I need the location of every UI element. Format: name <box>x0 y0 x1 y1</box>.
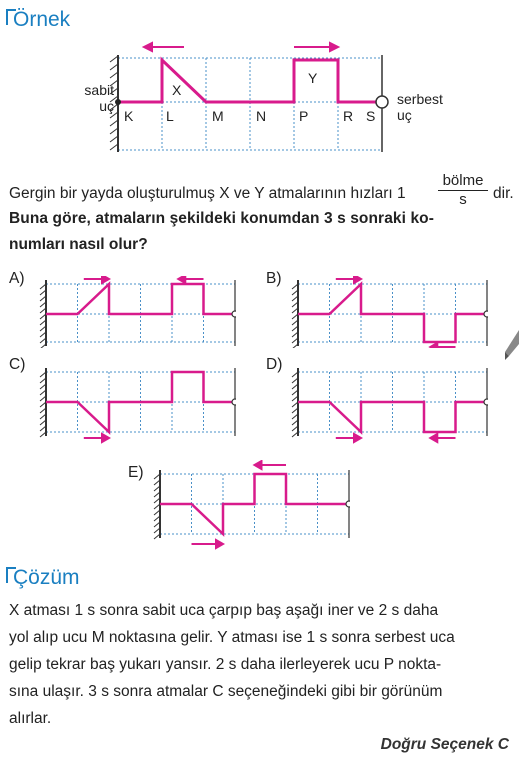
option-b-figure[interactable] <box>288 276 488 348</box>
question-line2: Buna göre, atmaların şekildeki konumdan 3 s sonraki ko- <box>9 210 434 227</box>
arrow-right-icon <box>294 43 338 51</box>
question-line3: numları nasıl olur? <box>9 236 148 253</box>
arrow-left-icon <box>430 434 455 442</box>
option-fixed-wall <box>40 368 46 437</box>
pulse-y-label: Y <box>308 70 318 86</box>
option-free-end-ring <box>484 311 488 317</box>
fixed-end-dot <box>115 99 121 105</box>
option-fixed-wall <box>292 280 298 348</box>
arrow-right-icon <box>336 276 361 283</box>
speed-fraction: bölme s <box>438 172 488 209</box>
option-fixed-wall <box>292 368 298 437</box>
example-heading: Örnek <box>13 8 71 31</box>
question-line1-suffix: dir. <box>493 185 514 202</box>
solution-line4: sına ulaşır. 3 s sonra atmalar C seçeneğindeki gibi bir görünüm <box>9 683 443 700</box>
option-e-figure[interactable] <box>150 460 350 550</box>
option-a-label[interactable]: A) <box>9 270 25 287</box>
solution-heading: Çözüm <box>13 566 80 589</box>
point-s: S <box>366 108 376 124</box>
point-r: R <box>343 108 354 124</box>
arrow-left-icon <box>430 343 455 348</box>
arrow-left-icon <box>255 461 287 469</box>
option-c-figure[interactable] <box>36 362 236 444</box>
option-free-end-ring <box>346 501 350 507</box>
question-line1: Gergin bir yayda oluşturulmuş X ve Y atmalarının hızları 1 <box>9 185 406 202</box>
arrow-right-icon <box>192 540 224 548</box>
point-l: L <box>166 108 174 124</box>
arrow-right-icon <box>336 434 361 442</box>
option-d-figure[interactable] <box>288 362 488 444</box>
pulse-x-label: X <box>172 82 182 98</box>
option-c-label[interactable]: C) <box>9 356 26 373</box>
point-k: K <box>124 108 134 124</box>
free-end-label: serbest uç <box>397 91 443 123</box>
option-free-end-ring <box>484 399 488 405</box>
option-fixed-wall <box>40 280 46 348</box>
point-n: N <box>256 108 267 124</box>
point-m: M <box>212 108 224 124</box>
option-rope <box>160 474 349 534</box>
arrow-left-icon <box>178 276 203 283</box>
fixed-end-label: sabit uç <box>84 82 114 114</box>
arrow-right-icon <box>84 276 109 283</box>
solution-line5: alırlar. <box>9 710 52 727</box>
solution-text <box>9 597 509 732</box>
free-end-ring <box>376 96 388 108</box>
option-d-label[interactable]: D) <box>266 356 283 373</box>
solution-line2: yol alıp ucu M noktasına gelir. Y atması ise 1 s sonra serbest uca <box>9 629 455 646</box>
option-a-figure[interactable] <box>36 276 236 348</box>
main-grid <box>118 58 382 150</box>
option-fixed-wall <box>154 470 160 539</box>
point-p: P <box>299 108 309 124</box>
pencil-icon <box>505 330 519 360</box>
solution-line1: X atması 1 s sonra sabit uca çarpıp baş aşağı iner ve 2 s daha <box>9 602 439 619</box>
solution-line3: gelip tekrar baş yukarı yansır. 2 s daha ilerleyerek ucu P nokta- <box>9 656 442 673</box>
option-free-end-ring <box>232 311 236 317</box>
option-e-label[interactable]: E) <box>128 464 144 481</box>
answer-text: Doğru Seçenek C <box>380 736 509 753</box>
option-free-end-ring <box>232 399 236 405</box>
arrow-left-icon <box>144 43 184 51</box>
arrow-right-icon <box>84 434 109 442</box>
option-b-label[interactable]: B) <box>266 270 282 287</box>
